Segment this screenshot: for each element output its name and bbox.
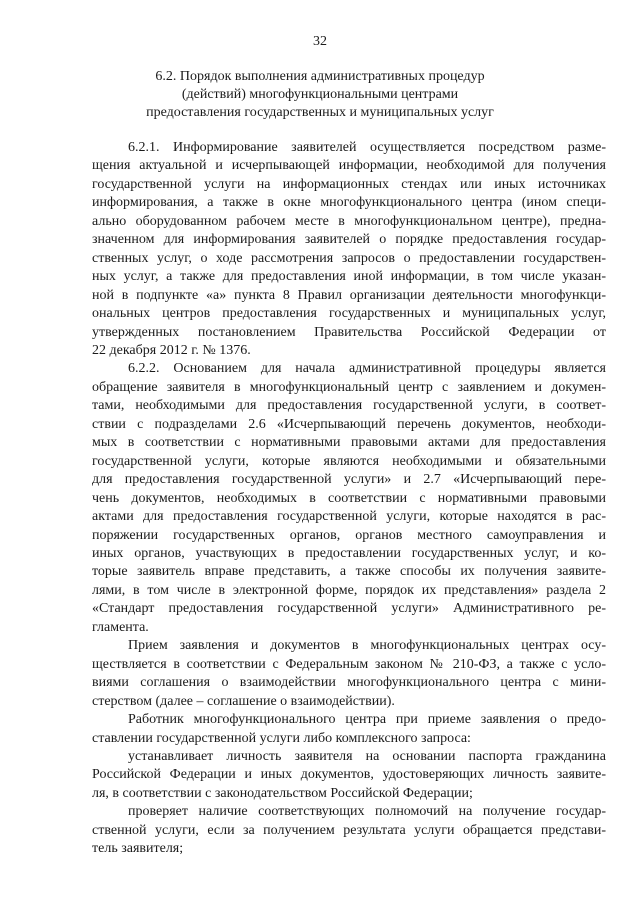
text-line: поряжении государственных органов, органов местного самоуправления и — [92, 527, 606, 543]
paragraph — [92, 360, 606, 637]
text-line: актами для предоставления государственной услуги, которые находятся в рас- — [92, 509, 606, 525]
text-line: ставлении государственной услуги либо комплексного запроса: — [92, 730, 471, 746]
text-line: Прием заявления и документов в многофункциональных центрах осу- — [128, 638, 606, 654]
text-line: ной в подпункте «а» пункта 8 Правил организации деятельности многофункци- — [92, 287, 606, 303]
heading-line: 6.2. Порядок выполнения административных процедур — [155, 69, 485, 84]
heading-line: предоставления государственных и муниципальных услуг — [146, 105, 494, 120]
document-body — [92, 139, 606, 859]
text-line: чень документов, необходимых в соответствии с нормативными правовыми — [92, 490, 606, 506]
paragraph — [92, 803, 606, 858]
heading-line: (действий) многофункциональными центрами — [181, 87, 459, 102]
text-line: Российской Федерации и иных документов, удостоверяющих личность заявите- — [92, 767, 606, 783]
paragraph — [92, 637, 606, 711]
text-line: проверяет наличие соответствующих полномочий на получение государ- — [128, 804, 606, 820]
text-line: ональных центров предоставления государственных и муниципальных услуг, — [92, 306, 606, 322]
text-line: 6.2.2. Основанием для начала административной процедуры является — [128, 361, 606, 377]
text-line: лями, в том числе в электронной форме, порядок их представления» раздела 2 — [92, 582, 606, 598]
text-line: государственной услуги, которые являются необходимыми и обязательными — [92, 453, 606, 469]
text-line: ществляется в соответствии с Федеральным законом № 210-ФЗ, а также с усло- — [92, 656, 606, 672]
text-line: торые заявитель вправе представить, а также способы их получения заявите- — [92, 564, 606, 580]
paragraph — [92, 748, 606, 803]
text-line: 6.2.1. Информирование заявителей осуществляется посредством разме- — [128, 140, 606, 155]
text-line: гламента. — [92, 619, 149, 635]
text-line: тель заявителя; — [92, 841, 184, 857]
text-line: утвержденных постановлением Правительства Российской Федерации от — [92, 324, 606, 340]
text-line: обращение заявителя в многофункциональный центр с заявлением и докумен- — [92, 379, 606, 395]
text-line: государственной услуги на информационных стендах или иных источниках — [92, 176, 606, 192]
text-line: 22 декабря 2012 г. № 1376. — [92, 342, 251, 358]
text-line: ально оборудованном рабочем месте в многофункциональном центре), предна- — [92, 213, 606, 229]
section-heading — [80, 68, 560, 122]
text-line: ных услуг, а также для предоставления иной информации, в том числе указан- — [92, 269, 606, 285]
page-number: 32 — [313, 34, 327, 49]
paragraph — [92, 711, 606, 748]
text-line: ля, в соответствии с законодательством Российской Федерации; — [92, 785, 473, 801]
text-line: информирования, а также в окне многофункционального центра (ином специ- — [92, 195, 606, 211]
text-line: Работник многофункционального центра при приеме заявления о предо- — [128, 712, 606, 728]
text-line: щения актуальной и исчерпывающей информации, необходимой для получения — [92, 158, 606, 174]
text-line: «Стандарт предоставления государственной услуги» Административного ре- — [92, 601, 606, 617]
text-line: ствии с подразделами 2.6 «Исчерпывающий перечень документов, необходи- — [92, 416, 606, 432]
text-line: виями соглашения о взаимодействии многофункционального центра с мини- — [92, 675, 606, 691]
text-line: иных органов, участвующих в предоставлении государственных услуг, и ко- — [92, 545, 606, 561]
text-line: тами, необходимыми для предоставления государственной услуги, в соответ- — [92, 398, 606, 414]
text-line: ственной услуги, если за получением результата услуги обращается представи- — [92, 822, 606, 838]
text-line: ственных услуг, о ходе рассмотрения запросов о предоставлении государствен- — [92, 250, 606, 266]
text-line: устанавливает личность заявителя на основании паспорта гражданина — [128, 748, 606, 764]
text-line: мых в соответствии с нормативными правовыми актами для предоставления — [92, 435, 606, 451]
text-line: для предоставления государственной услуги» и 2.7 «Исчерпывающий пере- — [92, 472, 606, 488]
text-line: значенном для информирования заявителей о порядке предоставления государ- — [92, 232, 606, 248]
paragraph — [92, 139, 606, 360]
text-line: стерством (далее – соглашение о взаимодействии). — [92, 693, 395, 709]
